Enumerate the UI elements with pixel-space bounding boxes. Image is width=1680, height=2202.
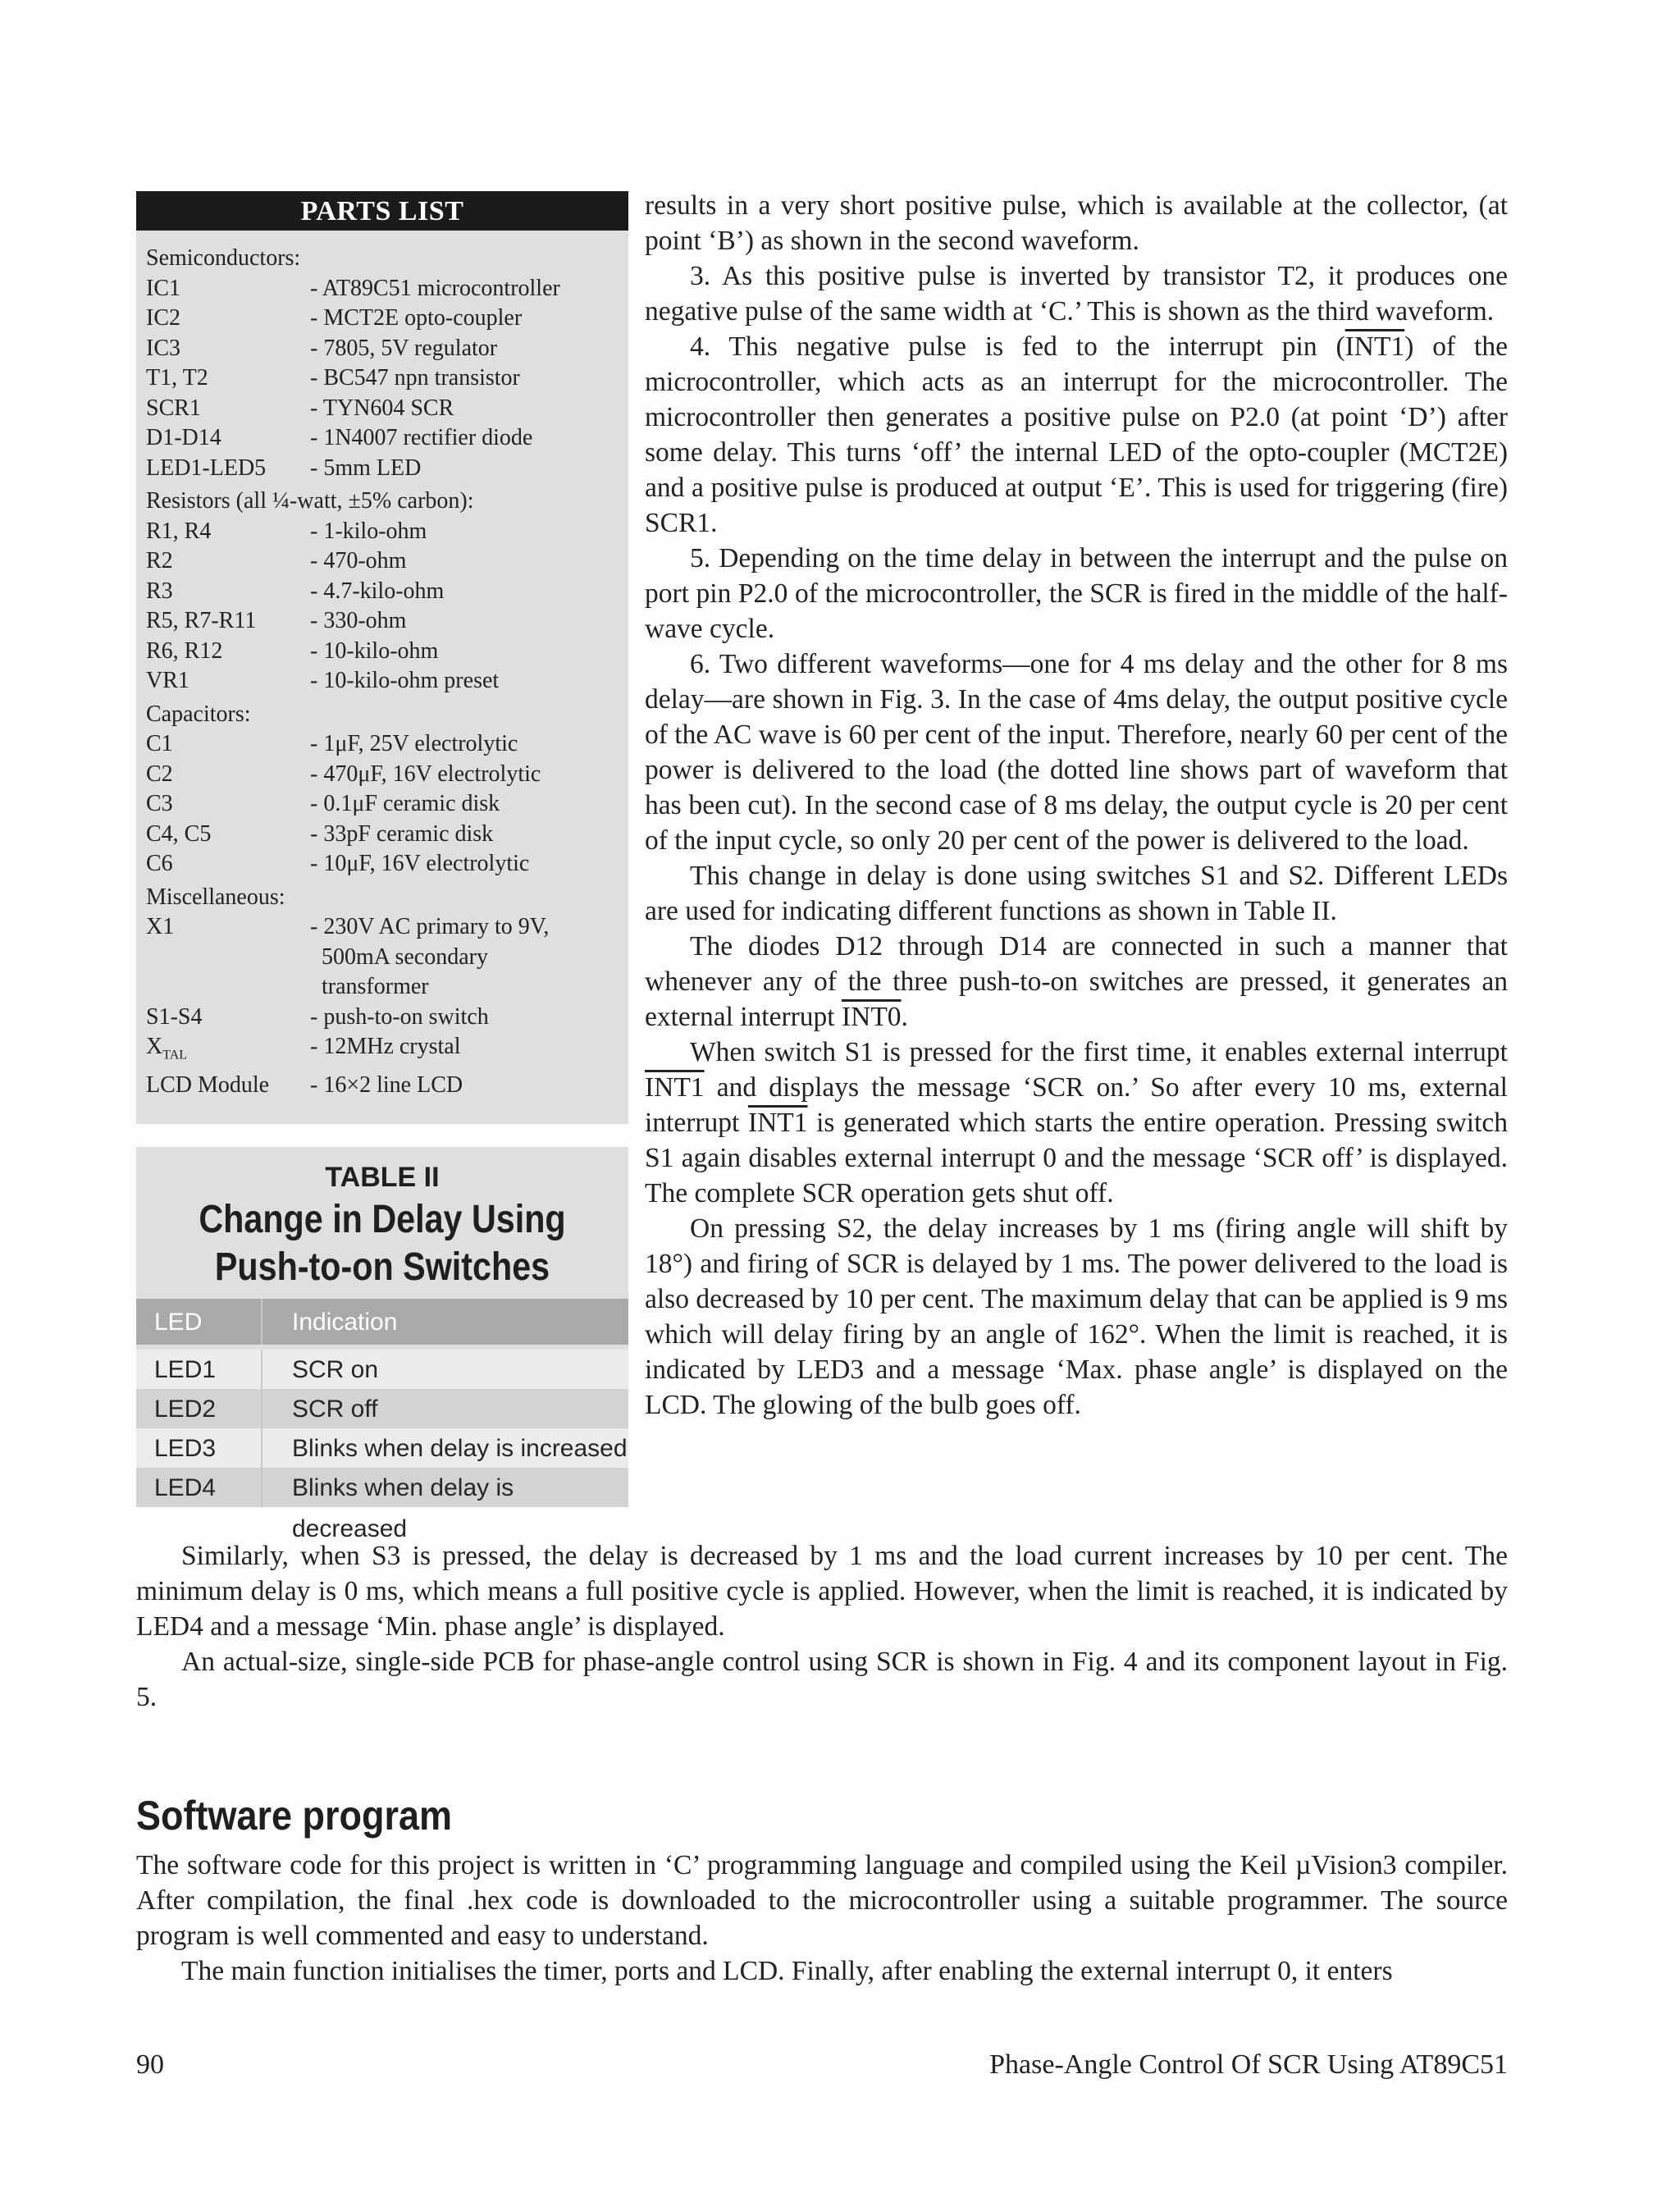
- part-ref-text: T1, T2: [146, 365, 208, 391]
- part-ref-text: C2: [146, 761, 173, 787]
- paragraph: 3. As this positive pulse is inverted by transistor T2, it produces one negative pulse of the same width at ‘C.’ This is shown as the third waveform.: [645, 261, 1508, 327]
- part-ref: [146, 423, 310, 454]
- part-ref: [146, 606, 310, 637]
- parts-section-heading: Resistors (all ¼-watt, ±5% carbon):: [146, 488, 474, 514]
- text-run: and displays the message ‘SCR on.’ So after every 10 ms, external interrupt: [645, 1072, 1508, 1138]
- part-ref: [146, 943, 310, 973]
- paragraph: Similarly, when S3 is pressed, the delay is decreased by 1 ms and the load current increases by 10 per cent. The minimum delay is 0 ms, which means a full positive cycle is applied. However, when the limit is reached, it is indicated by LED4 and a message ‘Min. phase angle’ is displayed.: [136, 1541, 1508, 1642]
- part-desc: - 7805, 5V regulator: [310, 335, 498, 361]
- table-label: TABLE II: [325, 1162, 440, 1193]
- part-desc: - 470-ohm: [310, 548, 407, 573]
- part-ref-text: IC3: [146, 335, 180, 361]
- part-desc: - 4.7-kilo-ohm: [310, 578, 445, 604]
- part-ref: [146, 820, 310, 850]
- part-ref: [146, 1032, 310, 1071]
- part-ref: [146, 274, 310, 304]
- parts-item: [146, 849, 619, 879]
- parts-item: [146, 546, 619, 577]
- parts-section-heading: Capacitors:: [146, 701, 251, 727]
- table-title-line1: Change in Delay Using: [199, 1198, 566, 1241]
- part-ref-text: C1: [146, 731, 173, 756]
- part-desc: - 16×2 line LCD: [310, 1072, 463, 1099]
- cell-indication: Blinks when delay is increased: [292, 1435, 628, 1462]
- signal-int1: INT1: [1344, 331, 1405, 362]
- part-ref-text: R3: [146, 578, 173, 604]
- paragraph: 5. Depending on the time delay in between the interrupt and the pulse on port pin P2.0 of the microcontroller, the SCR is fired in the middle of the half-wave cycle.: [645, 543, 1508, 644]
- part-ref: [146, 849, 310, 879]
- text-run: The diodes D12 through D14 are connected in such a manner that whenever any of the three push-to-on switches are pressed, it generates an external interrupt: [645, 931, 1508, 1032]
- part-ref-text: X1: [146, 914, 175, 939]
- part-desc: - push-to-on switch: [310, 1003, 489, 1030]
- parts-item: [146, 577, 619, 607]
- part-desc: transformer: [310, 974, 429, 999]
- text-run: 4. This negative pulse is fed to the interrupt pin (: [690, 331, 1345, 362]
- part-desc: - 10μF, 16V electrolytic: [310, 851, 530, 876]
- part-ref-text: C4, C5: [146, 820, 212, 847]
- part-ref: [146, 394, 310, 424]
- part-ref: [146, 334, 310, 364]
- part-desc: - AT89C51 microcontroller: [310, 275, 560, 301]
- paragraph: [645, 1035, 1508, 1211]
- section-heading: Software program: [136, 1793, 453, 1839]
- cell-indication: SCR off: [292, 1396, 378, 1423]
- part-desc: - TYN604 SCR: [310, 395, 454, 421]
- full-width-text: [136, 1538, 1508, 1715]
- part-desc: - 5mm LED: [310, 455, 422, 481]
- parts-item: [146, 1071, 619, 1101]
- parts-item: [146, 912, 619, 943]
- parts-item: [146, 274, 619, 304]
- parts-item: [146, 394, 619, 424]
- cell-indication: Blinks when delay is decreased: [292, 1474, 514, 1542]
- paragraph: This change in delay is done using switches S1 and S2. Different LEDs are used for indicating different functions as shown in Table II.: [645, 861, 1508, 926]
- paragraph: [645, 929, 1508, 1035]
- parts-item: [146, 517, 619, 547]
- parts-item: [146, 943, 619, 973]
- part-desc: - 12MHz crystal: [310, 1034, 461, 1059]
- part-ref: [146, 546, 310, 577]
- part-ref: [146, 304, 310, 334]
- part-ref-text: C3: [146, 791, 173, 816]
- text-run: ) of the microcontroller, which acts as an interrupt for the microcontroller. The microcontroller then generates a positive pulse on P2.0 (at point ‘D’) after some delay. This turns ‘off’ the internal LED of the opto-coupler (MCT2E) and a positive pulse is produced at output ‘E’. This is used for triggering (fire) SCR1.: [645, 331, 1508, 538]
- text-run: .: [901, 1002, 908, 1032]
- text-run: When switch S1 is pressed for the first time, it enables external interrupt: [690, 1037, 1508, 1067]
- part-ref-subscript: TAL: [162, 1048, 188, 1062]
- part-ref: [146, 972, 310, 1003]
- parts-item: [146, 304, 619, 334]
- part-ref: [146, 517, 310, 547]
- part-ref-text: LED1-LED5: [146, 455, 267, 481]
- part-ref: [146, 912, 310, 943]
- part-ref-text: LCD Module: [146, 1072, 270, 1099]
- part-desc: - 1-kilo-ohm: [310, 518, 427, 544]
- part-ref-text: X: [146, 1034, 163, 1059]
- paragraph: [645, 329, 1508, 541]
- parts-item: [146, 363, 619, 394]
- part-ref: [146, 789, 310, 820]
- table-title-line2: Push-to-on Switches: [214, 1245, 550, 1289]
- table-row: [136, 1350, 628, 1389]
- table-header: [136, 1299, 628, 1345]
- part-ref-text: IC1: [146, 275, 180, 301]
- software-section-text: [136, 1848, 1508, 1989]
- part-ref: [146, 729, 310, 760]
- paragraph: An actual-size, single-side PCB for phase-angle control using SCR is shown in Fig. 4 and its component layout in Fig. 5.: [136, 1647, 1508, 1712]
- part-desc: - 470μF, 16V electrolytic: [310, 761, 541, 787]
- table-ii: [136, 1147, 628, 1542]
- parts-item: [146, 666, 619, 697]
- signal-int1: INT1: [645, 1072, 705, 1103]
- parts-item: [146, 1003, 619, 1033]
- right-column-text: [645, 188, 1508, 1423]
- paragraph: The main function initialises the timer, ports and LCD. Finally, after enabling the external interrupt 0, it enters: [181, 1956, 1393, 1986]
- part-ref: [146, 1071, 310, 1101]
- part-ref-text: R6, R12: [146, 637, 223, 664]
- running-footer-title: Phase-Angle Control Of SCR Using AT89C51: [989, 2049, 1508, 2080]
- parts-item: [146, 454, 619, 484]
- part-desc: - 0.1μF ceramic disk: [310, 791, 500, 816]
- parts-item: [146, 789, 619, 820]
- parts-item: [146, 729, 619, 760]
- cell-led: LED3: [136, 1428, 262, 1468]
- signal-int1: INT1: [747, 1108, 808, 1138]
- table-row: [136, 1389, 628, 1428]
- part-desc: - BC547 npn transistor: [310, 365, 520, 391]
- part-desc: - 1N4007 rectifier diode: [310, 425, 533, 450]
- parts-item: [146, 1032, 619, 1071]
- parts-item: [146, 637, 619, 667]
- part-ref-text: S1-S4: [146, 1003, 203, 1030]
- part-ref-text: R2: [146, 548, 173, 573]
- parts-item: [146, 334, 619, 364]
- part-desc: - 10-kilo-ohm: [310, 637, 439, 664]
- part-ref: [146, 454, 310, 484]
- parts-list-body: [136, 231, 628, 1101]
- part-ref-text: R5, R7-R11: [146, 608, 257, 633]
- part-desc: - 1μF, 25V electrolytic: [310, 731, 518, 756]
- part-ref-text: R1, R4: [146, 518, 212, 544]
- table-row: [136, 1428, 628, 1468]
- part-ref-text: IC2: [146, 305, 180, 331]
- parts-section-heading: Miscellaneous:: [146, 884, 285, 910]
- parts-section-heading: Semiconductors:: [146, 245, 301, 271]
- part-desc: - 330-ohm: [310, 608, 407, 633]
- part-desc: - MCT2E opto-coupler: [310, 305, 523, 331]
- part-ref-text: C6: [146, 851, 173, 876]
- paragraph: results in a very short positive pulse, which is available at the collector, (at point ‘B’) as shown in the second waveform.: [645, 190, 1508, 256]
- parts-item: [146, 972, 619, 1003]
- header-indication: Indication: [292, 1309, 398, 1336]
- part-ref: [146, 1003, 310, 1033]
- parts-item: [146, 820, 619, 850]
- parts-list-title: PARTS LIST: [136, 191, 628, 231]
- text-run: is generated which starts the entire operation. Pressing switch S1 again disables external interrupt 0 and the message ‘SCR off’ is displayed. The complete SCR operation gets shut off.: [645, 1108, 1509, 1208]
- parts-item: [146, 423, 619, 454]
- parts-list-box: [136, 191, 628, 1124]
- paragraph: The software code for this project is written in ‘C’ programming language and compiled using the Keil µVision3 compiler. After compilation, the final .hex code is downloaded to the microcontroller using a suitable programmer. The source program is well commented and easy to understand.: [136, 1850, 1508, 1951]
- part-desc: - 230V AC primary to 9V,: [310, 914, 550, 939]
- part-ref-text: VR1: [146, 668, 189, 693]
- part-ref-text: SCR1: [146, 395, 201, 421]
- paragraph: On pressing S2, the delay increases by 1 ms (firing angle will shift by 18°) and firing of SCR is delayed by 1 ms. The power delivered to the load is also decreased by 10 per cent. The maximum delay that can be applied is 9 ms which will delay firing by an angle of 162°. When the limit is reached, it is indicated by LED3 and a message ‘Max. phase angle’ is displayed on the LCD. The glowing of the bulb goes off.: [645, 1213, 1508, 1420]
- part-ref: [146, 637, 310, 667]
- cell-led: LED1: [136, 1350, 262, 1389]
- signal-int0: INT0: [841, 1002, 902, 1032]
- part-desc: - 10-kilo-ohm preset: [310, 668, 500, 693]
- cell-indication: SCR on: [292, 1356, 379, 1383]
- table-row: [136, 1468, 628, 1542]
- header-led: LED: [136, 1299, 262, 1345]
- part-ref: [146, 760, 310, 790]
- page-number: 90: [136, 2049, 164, 2080]
- part-desc: - 33pF ceramic disk: [310, 820, 494, 847]
- parts-item: [146, 606, 619, 637]
- cell-led: LED2: [136, 1389, 262, 1428]
- part-ref: [146, 363, 310, 394]
- cell-led: LED4: [136, 1468, 262, 1507]
- part-desc: 500mA secondary: [310, 943, 488, 970]
- paragraph: 6. Two different waveforms—one for 4 ms delay and the other for 8 ms delay—are shown in Fig. 3. In the case of 4ms delay, the output positive cycle of the AC wave is 60 per cent of the input. Therefore, nearly 60 per cent of the power is delivered to the load (the dotted line shows part of waveform that has been cut). In the second case of 8 ms delay, the output cycle is 20 per cent of the input cycle, so only 20 per cent of the power is delivered to the load.: [645, 649, 1508, 856]
- part-ref: [146, 577, 310, 607]
- part-ref: [146, 666, 310, 697]
- parts-item: [146, 760, 619, 790]
- part-ref-text: D1-D14: [146, 425, 221, 450]
